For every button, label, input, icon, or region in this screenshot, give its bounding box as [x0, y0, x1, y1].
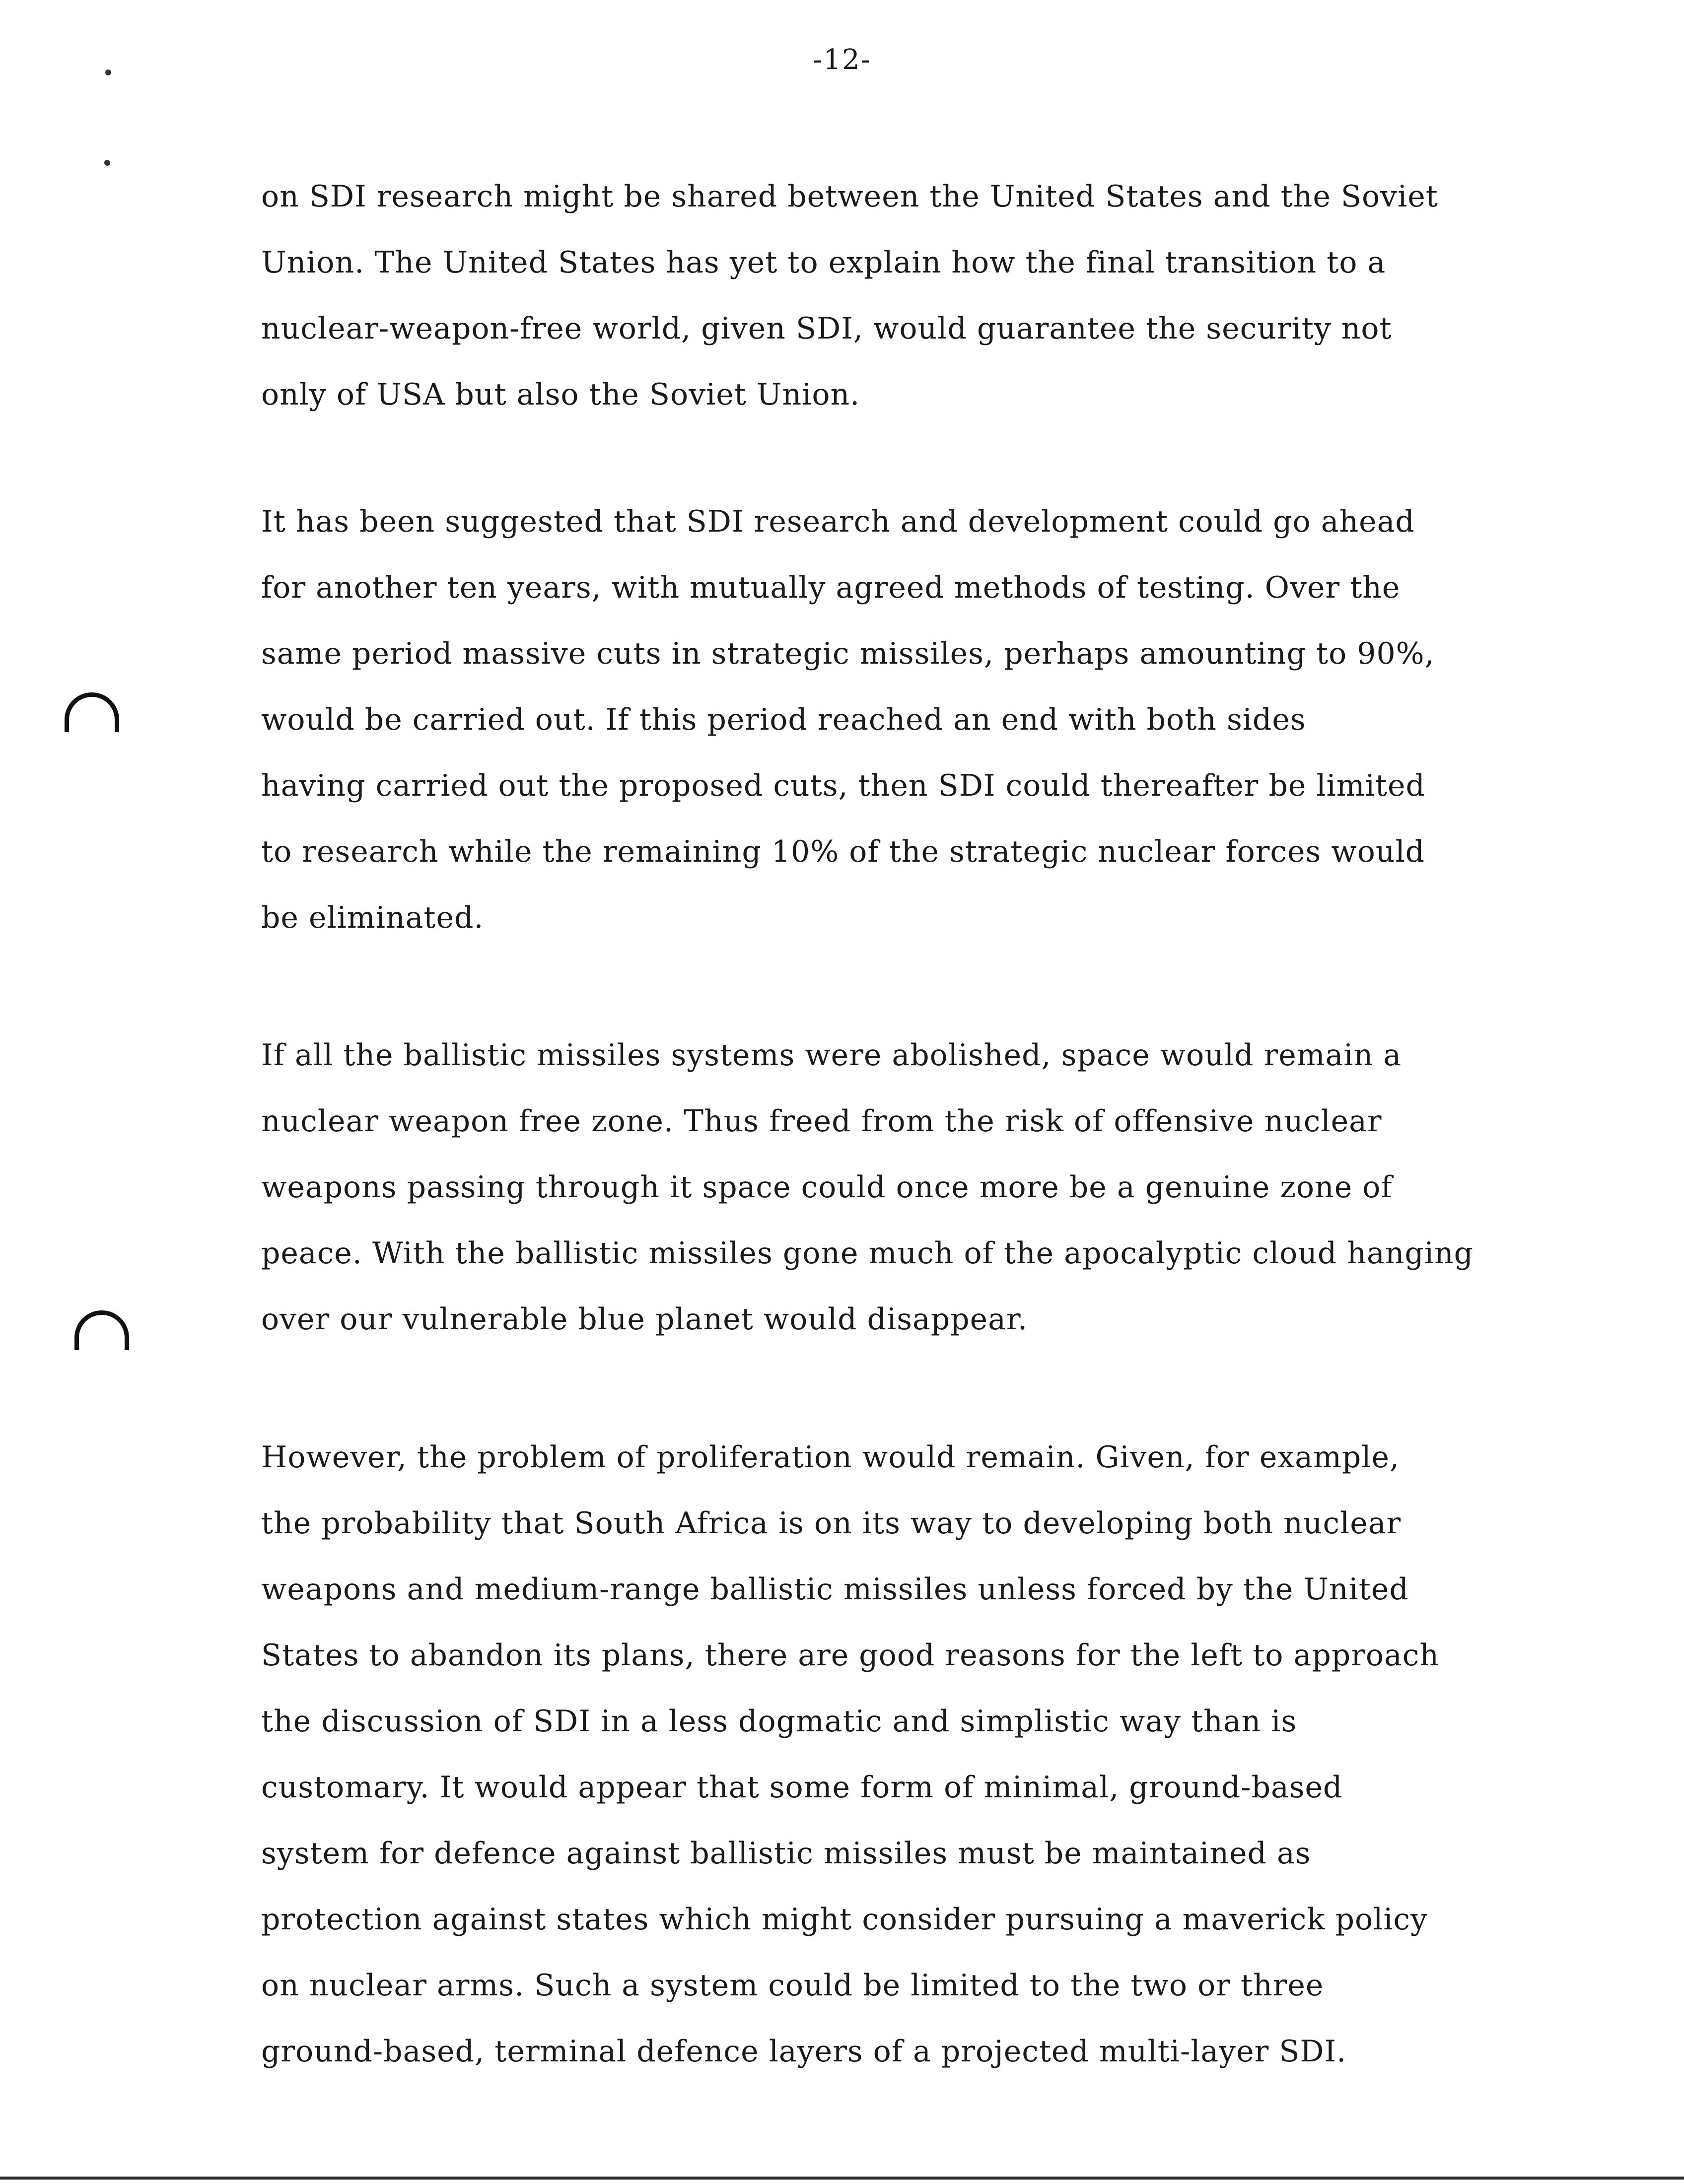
- scan-speck: [105, 69, 111, 75]
- text-line: nuclear weapon free zone. Thus freed from the risk of offensive nuclear: [261, 1104, 1382, 1139]
- paragraph: [261, 489, 1572, 951]
- page-number: -12-: [813, 44, 871, 76]
- text-line: However, the problem of proliferation would remain. Given, for example,: [261, 1440, 1400, 1475]
- text-line: nuclear-weapon-free world, given SDI, would guarantee the security not: [261, 311, 1392, 346]
- text-line: weapons and medium-range ballistic missiles unless forced by the United: [261, 1572, 1409, 1607]
- punch-hole-mark: [65, 692, 119, 732]
- paragraph: [261, 164, 1572, 428]
- text-line: peace. With the ballistic missiles gone much of the apocalyptic cloud hanging: [261, 1236, 1474, 1271]
- punch-hole-mark: [74, 1310, 129, 1350]
- text-line: protection against states which might consider pursuing a maverick policy: [261, 1902, 1428, 1937]
- text-line: on nuclear arms. Such a system could be limited to the two or three: [261, 1968, 1324, 2003]
- text-line: Union. The United States has yet to explain how the final transition to a: [261, 245, 1386, 280]
- text-line: to research while the remaining 10% of the strategic nuclear forces would: [261, 834, 1425, 869]
- text-line: the probability that South Africa is on its way to developing both nuclear: [261, 1506, 1402, 1541]
- text-line: same period massive cuts in strategic missiles, perhaps amounting to 90%,: [261, 636, 1435, 671]
- scan-speck: [104, 160, 110, 166]
- text-line: It has been suggested that SDI research and development could go ahead: [261, 504, 1415, 539]
- text-line: ground-based, terminal defence layers of a projected multi-layer SDI.: [261, 2034, 1347, 2069]
- text-line: States to abandon its plans, there are good reasons for the left to approach: [261, 1638, 1440, 1673]
- text-line: system for defence against ballistic missiles must be maintained as: [261, 1836, 1311, 1871]
- text-line: customary. It would appear that some form of minimal, ground-based: [261, 1770, 1343, 1805]
- text-line: only of USA but also the Soviet Union.: [261, 377, 860, 412]
- text-line: having carried out the proposed cuts, then SDI could thereafter be limited: [261, 768, 1425, 803]
- text-line: If all the ballistic missiles systems were abolished, space would remain a: [261, 1038, 1402, 1073]
- text-line: be eliminated.: [261, 900, 484, 935]
- text-line: would be carried out. If this period reached an end with both sides: [261, 702, 1306, 737]
- text-line: on SDI research might be shared between the United States and the Soviet: [261, 179, 1438, 214]
- text-line: over our vulnerable blue planet would disappear.: [261, 1302, 1028, 1337]
- text-line: weapons passing through it space could once more be a genuine zone of: [261, 1170, 1393, 1205]
- paragraph: [261, 1425, 1572, 2085]
- text-line: for another ten years, with mutually agreed methods of testing. Over the: [261, 570, 1401, 605]
- text-line: the discussion of SDI in a less dogmatic and simplistic way than is: [261, 1704, 1297, 1739]
- paragraph: [261, 1023, 1572, 1353]
- page-bottom-rule: [0, 2177, 1684, 2180]
